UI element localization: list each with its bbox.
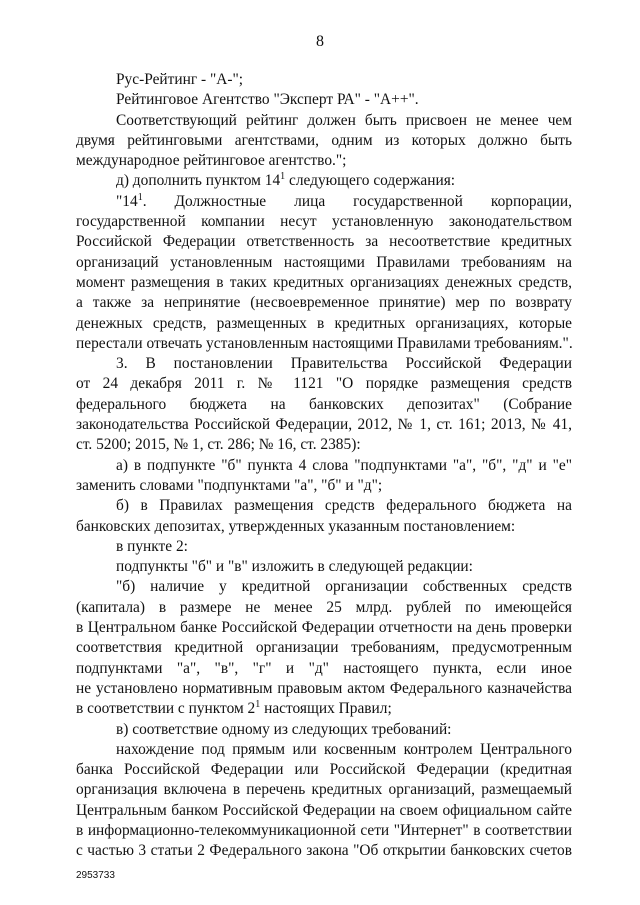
paragraph-rating-requirement: Соответствующий рейтинг должен быть присвоен не менее чем двумя рейтинговыми агентствами, одним из которых должно быть международное рейтинговое агентство.";	[76, 111, 572, 170]
document-code: 2953733	[76, 870, 115, 881]
paragraph-rus-rating: Рус-Рейтинг - "А-";	[116, 71, 244, 88]
paragraph-subitem-d: д) дополнить пунктом $14^1$ следующего содержания:	[116, 171, 456, 190]
paragraph-subitems-b-v: подпункты "б" и "в" изложить в следующей редакции:	[116, 558, 473, 576]
paragraph-item-3: 3. В постановлении Правительства Российской Федерации от 24 декабря 2011 г. № 1121 "О порядке размещения средств федерального бюджета на банковских депозитах" (Собрание законодательства Российской Федерации, 2012, № 1, ст. 161; 2013, № 41, ст. 5200; 2015, № 1, ст. 286; № 16, ст. 2385):	[76, 355, 572, 454]
paragraph-subitem-b: б) в Правилах размещения средств федерального бюджета на банковских депозитах, утвержденных указанным постановлением:	[76, 497, 572, 535]
paragraph-new-subitem-b: "б) наличие у кредитной организации собственных средств (капитала) в размере не менее 25 млрд. рублей по имеющейся в Центральном банке Российской Федерации отчетности на день проверки соответствия кредитной организации требованиям, предусмотренным подпунктами "а", "в", "г" и "д" настоящего пункта, если иное не установлено нормативным правовым актом Федерального казначейства в соответствии с пунктом $2^1$ настоящих Правил;	[76, 578, 572, 718]
document-body	[76, 70, 572, 862]
paragraph-point-2: в пункте 2:	[116, 537, 188, 555]
paragraph-expert-ra: Рейтинговое Агентство "Эксперт РА" - "А++".	[116, 91, 419, 109]
paragraph-control-requirement: нахождение под прямым или косвенным контролем Центрального банка Российской Федерации или Российской Федерации (кредитная организация включена в перечень кредитных организаций, размещаемый Центральным банком Российской Федерации на своем официальном сайте в информационно-телекоммуникационной сети "Интернет" в соответствии с частью 3 статьи 2 Федерального закона "Об открытии банковских счетов	[76, 740, 572, 860]
paragraph-subitem-a: а) в подпункте "б" пункта 4 слова "подпунктами "а", "б", "д" и "е" заменить словами "подпунктами "а", "б" и "д";	[76, 456, 572, 494]
paragraph-new-subitem-v: в) соответствие одному из следующих требований:	[116, 720, 452, 738]
paragraph-14-1: "$14^1$. Должностные лица государственной корпорации, государственной компании несут установленную законодательством Российской Федерации ответственность за несоответствие кредитных организаций установленным настоящими Правилами требованиям на момент размещения в таких кредитных организациях денежных средств, а также за непринятие (несвоевременное принятие) мер по возврату денежных средств, размещенных в кредитных организациях, которые перестали отвечать установленным настоящими Правилами требованиям.".	[76, 191, 573, 352]
page-number: 8	[316, 33, 324, 50]
